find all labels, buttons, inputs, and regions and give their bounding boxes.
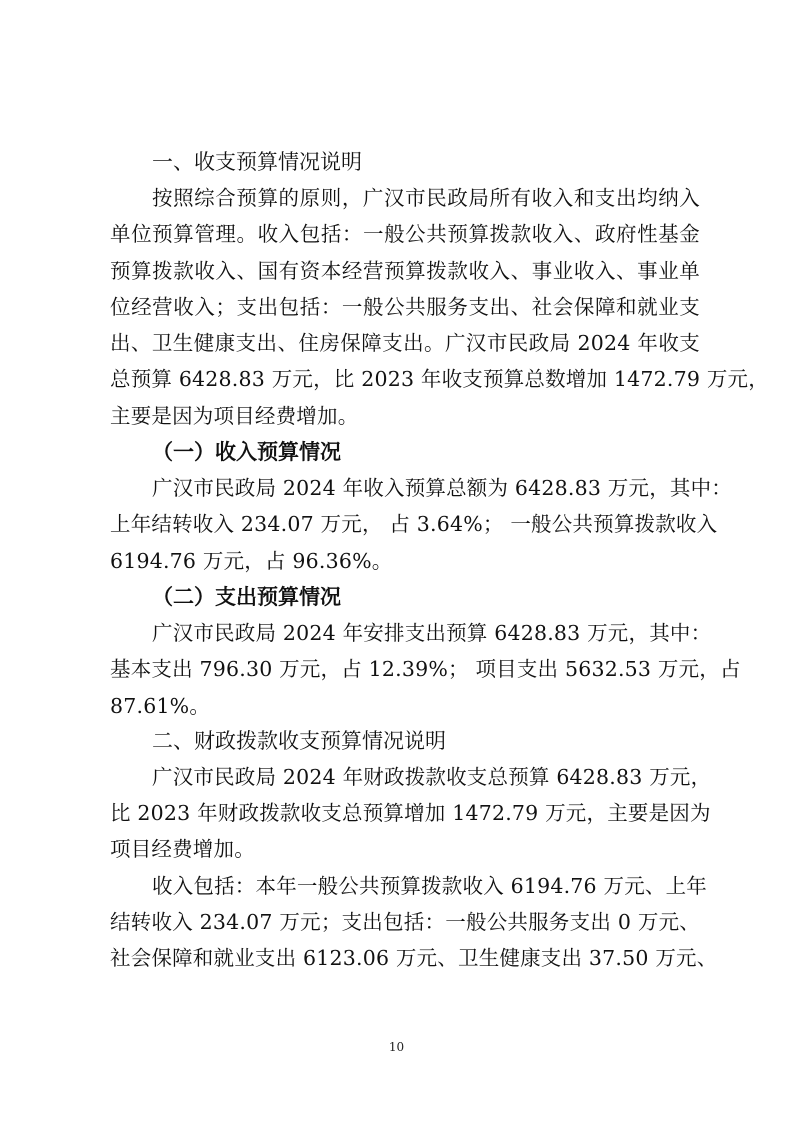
section-2-paragraph-1 [110,759,712,868]
section-heading-1: 一、收支预算情况说明 [152,150,362,174]
paragraph-line: 上年结转收入 234.07 万元， 占 3.64%； 一般公共预算拨款收入 [110,512,718,537]
paragraph-line: 单位预算管理。收入包括：一般公共预算拨款收入、政府性基金 [110,222,700,247]
paragraph-line: 收入包括：本年一般公共预算拨款收入 6194.76 万元、上年 [152,873,708,898]
paragraph-line: 比 2023 年财政拨款收支总预算增加 1472.79 万元，主要是因为 [110,801,711,826]
paragraph-line: 按照综合预算的原则，广汉市民政局所有收入和支出均纳入 [152,186,700,210]
paragraph-line: 基本支出 796.30 万元，占 12.39%； 项目支出 5632.53 万元，占 [110,657,741,682]
page-number: 10 [388,1040,405,1054]
paragraph-line: 项目经费增加。 [110,837,255,862]
paragraph-line: 广汉市民政局 2024 年安排支出预算 6428.83 万元，其中： [152,620,712,645]
paragraph-line: 广汉市民政局 2024 年财政拨款收支总预算 6428.83 万元， [152,764,712,789]
paragraph-line: 广汉市民政局 2024 年收入预算总额为 6428.83 万元，其中： [152,476,733,501]
section-1-paragraph [110,180,769,434]
income-paragraph [110,470,733,579]
paragraph-line: 社会保障和就业支出 6123.06 万元、卫生健康支出 37.50 万元、 [110,946,718,971]
subsection-heading-income: （一）收入预算情况 [152,440,341,465]
paragraph-line: 结转收入 234.07 万元；支出包括：一般公共服务支出 0 万元、 [110,910,700,935]
paragraph-line: 预算拨款收入、国有资本经营预算拨款收入、事业收入、事业单 [110,258,700,283]
paragraph-line: 位经营收入；支出包括：一般公共服务支出、社会保障和就业支 [110,294,700,319]
section-heading-2: 二、财政拨款收支预算情况说明 [152,728,446,753]
paragraph-line: 总预算 6428.83 万元，比 2023 年收支预算总数增加 1472.79 万元， [110,367,769,392]
paragraph-line: 6194.76 万元，占 96.36%。 [110,548,393,573]
paragraph-line: 出、卫生健康支出、住房保障支出。广汉市民政局 2024 年收支 [110,331,700,356]
paragraph-line: 87.61%。 [110,693,211,718]
document-body [110,145,769,977]
section-2-paragraph-2 [110,868,718,977]
paragraph-line: 主要是因为项目经费增加。 [110,403,359,428]
subsection-heading-expenditure: （二）支出预算情况 [152,584,341,609]
expenditure-paragraph [110,615,741,724]
